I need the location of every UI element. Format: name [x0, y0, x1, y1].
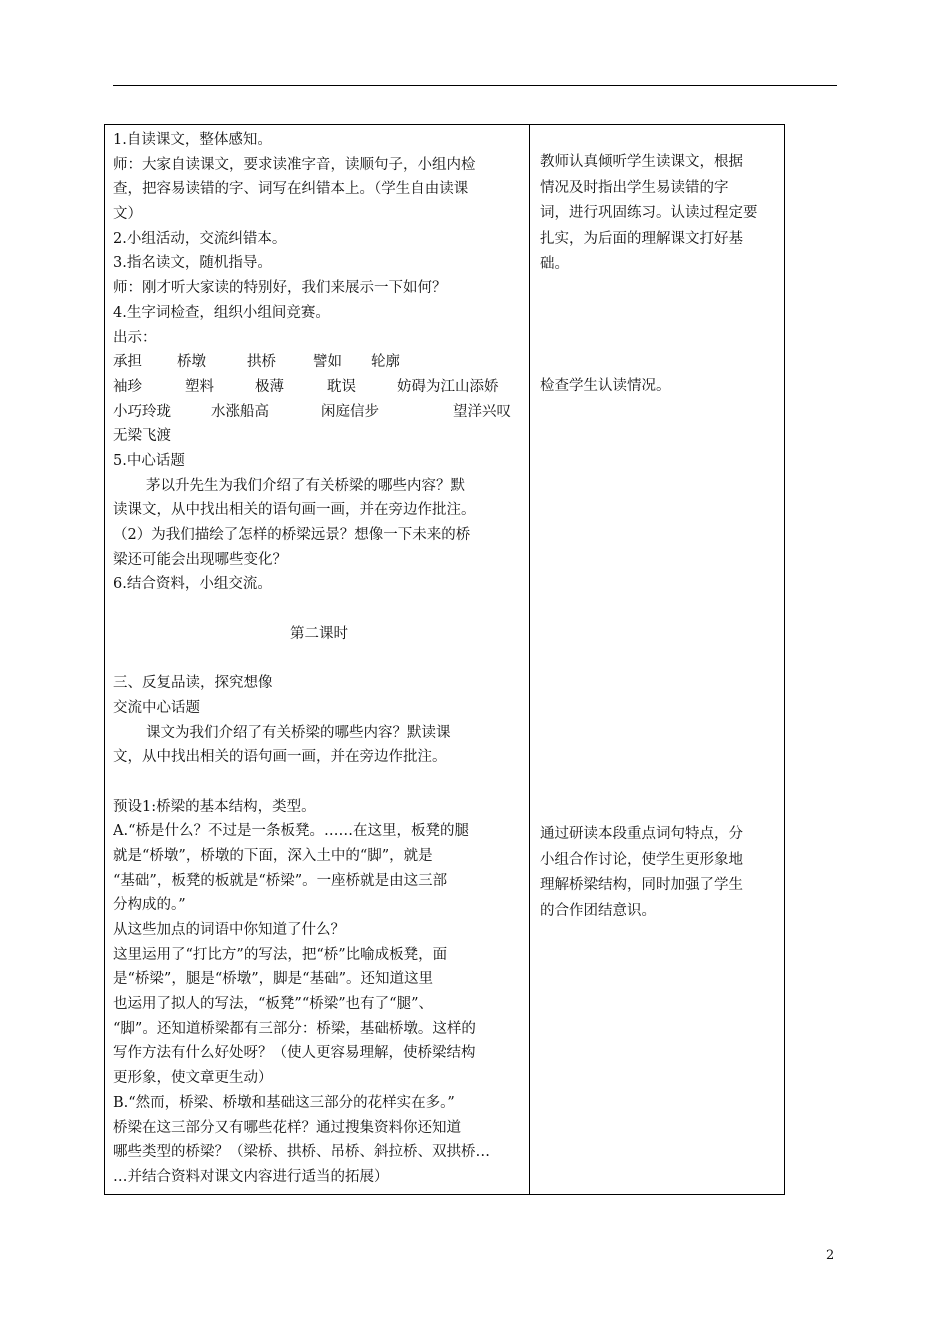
section-title: 第二课时 [290, 625, 348, 642]
design-note-3 [540, 822, 778, 924]
note-line: 扎实，为后面的理解课文打好基 [540, 230, 743, 247]
text-line: 4.生字词检查，组织小组间竞赛。 [113, 304, 330, 321]
header-rule [113, 85, 837, 86]
vocab-word: 桥墩 [177, 354, 206, 371]
text-line: B.“然而，桥梁、桥墩和基础这三部分的花样实在多。” [113, 1094, 455, 1111]
text-line: 哪些类型的桥梁？（梁桥、拱桥、吊桥、斜拉桥、双拱桥… [113, 1144, 490, 1161]
text-line: 2.小组活动，交流纠错本。 [113, 230, 287, 247]
text-line: 桥梁在这三部分又有哪些花样？通过搜集资料你还知道 [113, 1119, 461, 1136]
vocab-word: 极薄 [255, 378, 284, 395]
text-line: （2）为我们描绘了怎样的桥梁远景？想像一下未来的桥 [113, 527, 471, 543]
text-line: 也运用了拟人的写法，“板凳”“桥梁”也有了“腿”、 [113, 996, 433, 1013]
text-line: 读课文，从中找出相关的语句画一画，并在旁边作批注。 [113, 502, 476, 519]
text-line: 茅以升先生为我们介绍了有关桥梁的哪些内容？默 [146, 477, 465, 494]
text-line: “基础”，板凳的板就是“桥梁”。一座桥就是由这三部 [113, 872, 448, 889]
note-line: 的合作团结意识。 [540, 902, 656, 919]
vocab-word: 拱桥 [247, 354, 276, 371]
column-divider [529, 124, 530, 1195]
text-line: 师：刚才听大家读的特别好，我们来展示一下如何？ [113, 280, 447, 297]
text-line: 6.结合资料，小组交流。 [113, 576, 272, 593]
vocab-word: 耽误 [327, 378, 356, 395]
vocab-word: 袖珍 [113, 378, 142, 395]
note-line: 通过研读本段重点词句特点，分 [540, 826, 743, 842]
vocab-word: 承担 [113, 354, 142, 371]
vocab-word: 塑料 [185, 378, 214, 395]
word-row [113, 400, 525, 425]
teaching-process-column [113, 128, 525, 1190]
vocab-word: 譬如 [313, 354, 342, 371]
text-line: 预设1:桥梁的基本结构，类型。 [113, 798, 316, 815]
text-line: 就是“桥墩”，桥墩的下面，深入土中的“脚”，就是 [113, 847, 433, 864]
text-line: 三、反复品读，探究想像 [113, 675, 273, 692]
note-line: 词，进行巩固练习。认读过程定要 [540, 205, 758, 221]
vocab-word: 妨碍为江山添娇 [397, 378, 499, 395]
note-line: 教师认真倾听学生读课文，根据 [540, 154, 743, 170]
text-line: 写作方法有什么好处呀？（使人更容易理解，使桥梁结构 [113, 1045, 476, 1062]
text-line: …并结合资料对课文内容进行适当的拓展） [113, 1168, 389, 1185]
text-line: 文，从中找出相关的语句画一画，并在旁边作批注。 [113, 749, 447, 766]
text-line: 是“桥梁”，腿是“桥墩”，脚是“基础”。还知道这里 [113, 971, 433, 988]
text-line: “脚”。还知道桥梁都有三部分：桥梁，基础桥墩。这样的 [113, 1020, 476, 1037]
text-line: 梁还可能会出现哪些变化？ [113, 551, 287, 568]
vocab-word: 望洋兴叹 [453, 403, 511, 420]
vocab-word: 闲庭信步 [321, 403, 379, 420]
text-line: 出示： [113, 329, 157, 346]
text-line: 文） [113, 206, 142, 223]
vocab-word: 无梁飞渡 [113, 428, 171, 445]
vocab-word: 水涨船高 [211, 403, 269, 420]
text-line: A.“桥是什么？不过是一条板凳。……在这里，板凳的腿 [113, 823, 469, 840]
text-line: 从这些加点的词语中你知道了什么？ [113, 922, 345, 938]
note-line: 检查学生认读情况。 [540, 378, 671, 394]
text-line: 更形象，使文章更生动） [113, 1070, 273, 1087]
note-line: 小组合作讨论，使学生更形象地 [540, 851, 743, 868]
note-line: 理解桥梁结构，同时加强了学生 [540, 877, 743, 893]
vocab-word: 小巧玲珑 [113, 403, 171, 420]
word-row [113, 350, 525, 375]
note-line: 础。 [540, 256, 569, 272]
note-line: 情况及时指出学生易读错的字 [540, 179, 729, 196]
text-line: 交流中心话题 [113, 699, 200, 716]
text-line: 这里运用了“打比方”的写法，把“桥”比喻成板凳，面 [113, 946, 448, 963]
text-line: 分构成的。” [113, 897, 186, 914]
word-row [113, 375, 525, 400]
design-note-2 [540, 374, 778, 400]
text-line: 3.指名读文，随机指导。 [113, 255, 272, 272]
design-note-1 [540, 150, 778, 278]
word-row [113, 424, 525, 449]
text-line: 1.自读课文，整体感知。 [113, 132, 272, 148]
vocab-word: 轮廓 [371, 354, 400, 371]
page-number: 2 [826, 1248, 835, 1263]
text-line: 课文为我们介绍了有关桥梁的哪些内容？默读课 [146, 724, 451, 741]
text-line: 查，把容易读错的字、词写在纠错本上。（学生自由读课 [113, 181, 469, 198]
text-line: 5.中心话题 [113, 452, 185, 469]
text-line: 师：大家自读课文，要求读准字音，读顺句子，小组内检 [113, 156, 476, 173]
